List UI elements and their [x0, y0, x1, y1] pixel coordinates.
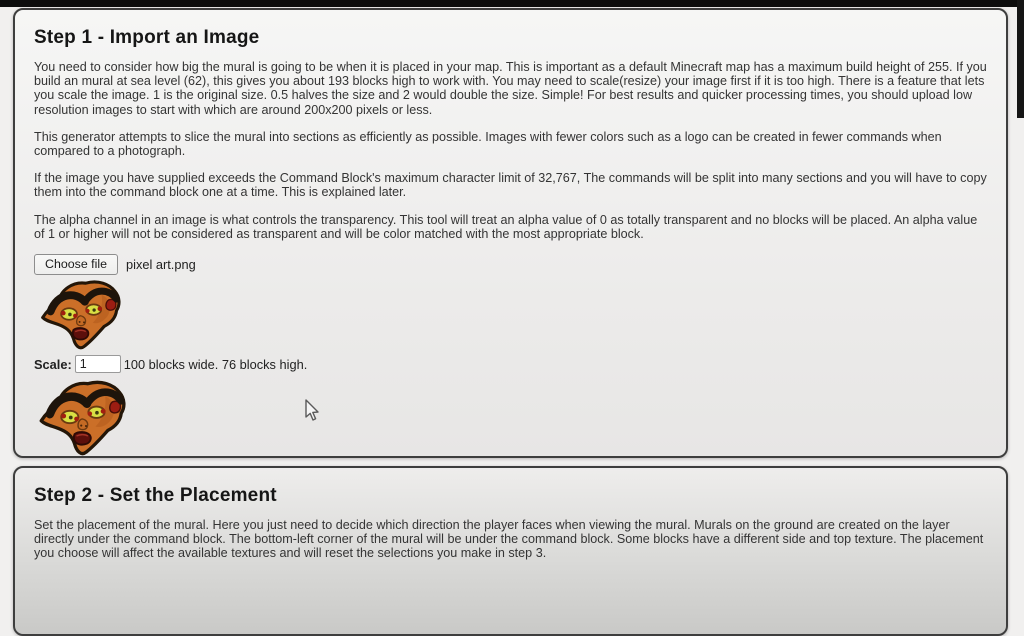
step1-paragraph-1: You need to consider how big the mural is going to be when it is placed in your map. This is important as a default Minecraft map has a maximum build height of 255. If you build an mural at sea level (62), this gives you about 193 blocks high to work with. You may need to scale(resize) your image first if it is too high. There is a feature that lets you scale the image. 1 is the original size. 0.5 halves the size and 2 would double the size. Simple! For best results and quicker processing times, you should upload low resolution images to start with which are around 200x200 pixels or less.: [34, 60, 987, 117]
step2-paragraph-1: Set the placement of the mural. Here you just need to decide which direction the player faces when viewing the mural. Murals on the ground are created on the layer directly under the command block. The bottom-left corner of the mural will be under the command block. Some blocks have a different side and top texture. The placement you choose will affect the available textures and will reset the selections you make in step 3.: [34, 518, 984, 561]
scaled-image-preview: [36, 377, 136, 457]
scale-dimensions-label: 100 blocks wide. 76 blocks high.: [123, 356, 308, 372]
choose-file-button[interactable]: Choose file: [34, 254, 118, 275]
step1-title: Step 1 - Import an Image: [34, 27, 260, 48]
file-name-label: pixel art.png: [126, 257, 196, 273]
scale-row: [34, 355, 988, 373]
step1-paragraph-2: This generator attempts to slice the mural into sections as efficiently as possible. Images with fewer colors such as a logo can be created in fewer commands when compared to a photograph.: [34, 129, 942, 159]
step2-section: [13, 466, 1008, 636]
step1-paragraph-3: If the image you have supplied exceeds the Command Block's maximum character limit of 32,767, The commands will be split into many sections and you will have to copy them into the command block one at a time. This is explained later.: [34, 171, 987, 200]
step1-section: [13, 8, 1008, 458]
scale-label: Scale:: [34, 356, 72, 372]
step2-title: Step 2 - Set the Placement: [34, 485, 277, 506]
top-black-bar: [0, 0, 1024, 7]
uploaded-image-preview: [40, 277, 128, 351]
step1-paragraph-4: The alpha channel in an image is what controls the transparency. This tool will treat an alpha value of 0 as totally transparent and no blocks will be placed. An alpha value of 1 or higher will not be considered as transparent and will be color matched with the most appropriate block.: [34, 212, 978, 241]
page-content: [13, 8, 1008, 636]
scrollbar-thumb[interactable]: [1017, 0, 1024, 118]
scale-input[interactable]: [75, 355, 121, 373]
file-input-row: [34, 254, 988, 275]
